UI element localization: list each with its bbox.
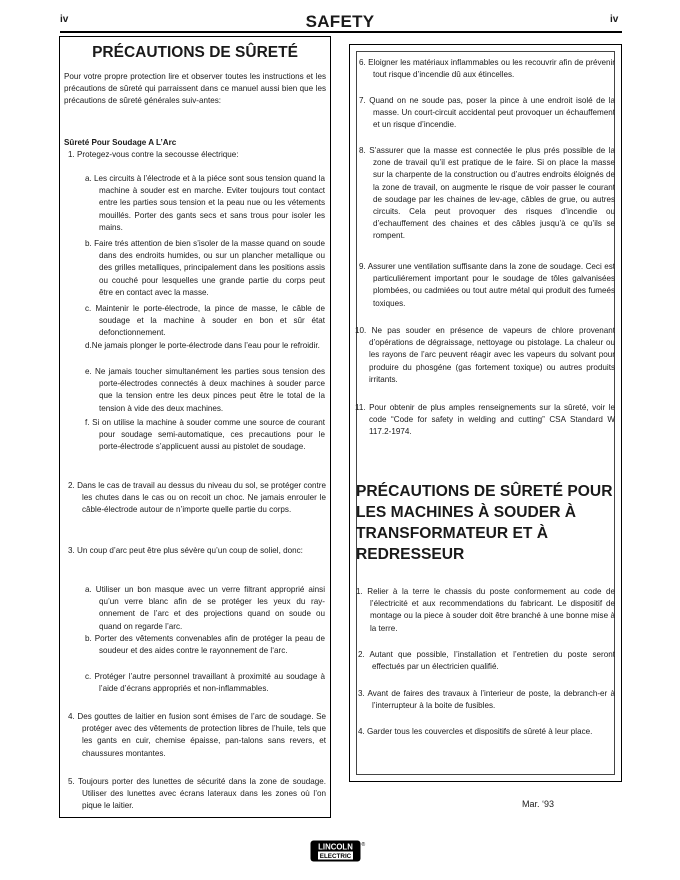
right-item-9 xyxy=(359,261,615,310)
right-item-11 xyxy=(355,402,615,439)
left-item-1: 1. Protegez-vous contre la secousse électrique: xyxy=(68,150,239,159)
right-item-9-text: 9. Assurer une ventilation suffisante dans la zone de soudage. Ceci est particuliérement important pour le soudage de tôles galvanisées plombées, ou cadmiées ou tout autre métal qui produit des fumeés toxiques. xyxy=(359,262,615,308)
page-header-title: SAFETY xyxy=(305,12,375,31)
left-item-1e-text: e. Ne jamais toucher simultanément les parties sous tension des porte-électrodes connectés à deux machines à souder parce que la tension entre les deux pinces peut être le total de la tension à vide des deux machines. xyxy=(85,367,325,413)
right-item-6-text: 6. Eloigner les matériaux inflammables ou les recouvrir afin de prévenir tout risque d’incendie dû aux étincelles. xyxy=(359,58,615,80)
left-item-1a xyxy=(85,173,325,234)
left-item-3b-text: b. Porter des vêtements convenables afin de protéger la peau de soudeur et des aides contre le rayonnement de l‘arc. xyxy=(85,634,325,656)
left-item-3-text: 3. Un coup d’arc peut être plus sévère qu’un coup de soliel, donc: xyxy=(68,546,303,555)
page-number-right: iv xyxy=(610,14,619,25)
right-item-6 xyxy=(359,57,615,81)
right-transformer-item-1-text: 1. Relier à la terre le chassis du poste conformement au code de l’électricité et aux recommendations du fabricant. Le dispositif de montage ou la piece à souder doit être branché à une bonne mise à la terre. xyxy=(356,587,615,633)
left-item-1d-text: d.Ne jamais plonger le porte-électrode dans l’eau pour le refroidir. xyxy=(85,341,320,350)
left-item-1a-text: a. Les circuits à l’électrode et à la piéce sont sous tension quand la machine à souder est en marche. Eviter toujours tout contact entre les parties sous tension et la peau nue ou les vétements mouillés. Porter des gants secs et sans trous pour isoler les mains. xyxy=(85,174,325,232)
right-item-8 xyxy=(359,145,615,243)
left-item-5 xyxy=(68,776,326,813)
logo-text-bottom: ELECTRIC xyxy=(319,853,352,860)
right-item-10-text: 10. Ne pas souder en présence de vapeurs de chlore provenant d’opérations de dégraissage, nettoyage ou pistolage. La chaleur ou les rayons de l’arc peuvent réagir avec les vapeurs du solvant pour produire du phosgéne (gas fortement toxique) ou autres produits irritants. xyxy=(355,326,615,384)
left-item-2-text: 2. Dans le cas de travail au dessus du niveau du sol, se protéger contre les chutes dans le cas ou on recoit un choc. Ne jamais enrouler le câble-électrode autour de n’importe quelle partie du corps. xyxy=(68,481,326,515)
left-item-1b xyxy=(85,238,325,299)
right-item-11-text: 11. Pour obtenir de plus amples renseignements sur la sûreté, voir le code “Code for safety in welding and cutting” CSA Standard W 117.2-1974. xyxy=(355,403,615,437)
right-transformer-item-4-text: 4. Garder tous les couvercles et dispositifs de sûreté à leur place. xyxy=(358,727,593,736)
logo-text-top: LINCOLN xyxy=(318,842,353,852)
right-transformer-item-3 xyxy=(358,688,615,712)
left-section-title: PRÉCAUTIONS DE SÛRETÉ xyxy=(92,44,298,61)
left-item-1e xyxy=(85,366,325,415)
right-transformer-item-1 xyxy=(356,586,615,635)
left-item-1b-text: b. Faire trés attention de bien s’isoler de la masse quand on soude dans des endroits humides, ou sur un plancher metallique ou des grilles metalliques, principalement dans les positions assis ou couché pour lesquelles une grande partie du corps peut être en contact avec la masse. xyxy=(85,239,325,297)
left-item-3c xyxy=(85,671,325,695)
right-transformer-item-3-text: 3. Avant de faires des travaux à l’interieur de poste, la debranch-er à l’interrupteur à la boite de fusibles. xyxy=(358,689,615,711)
left-item-3b xyxy=(85,633,325,657)
right-item-7 xyxy=(359,95,615,132)
right-transformer-item-4 xyxy=(358,726,615,738)
left-intro-paragraph: Pour votre propre protection lire et observer toutes les instructions et les précautions de sûreté qui parraissent dans ce manuel aussi bien que les précautions de sûreté générales suiv-antes: xyxy=(64,72,326,106)
right-item-10 xyxy=(355,325,615,386)
left-item-3a-text: a. Utiliser un bon masque avec un verre filtrant approprié ainsi qu’un verre blanc afin de se protéger les yeux du ray-onnement de l’arc et des projections quand on soude ou quand on regarde l’arc. xyxy=(85,585,325,631)
left-item-3c-text: c. Protéger l’autre personnel travaillant à proximité au soudage à l’aide d’écrans appropriés et non-inflammables. xyxy=(85,672,325,694)
left-item-1c xyxy=(85,303,325,340)
right-transformer-item-2-text: 2. Autant que possible, I’installation et l’entretien du poste seront effectués par un électricien qualifié. xyxy=(358,650,615,672)
left-item-2 xyxy=(68,480,326,517)
right-section-title: PRÉCAUTIONS DE SÛRETÉ POUR LES MACHINES À SOUDER À TRANSFORMATEUR ET À REDRESSEUR xyxy=(356,483,613,563)
page-number-left: iv xyxy=(60,14,69,25)
left-item-5-text: 5. Toujours porter des lunettes de sécurité dans la zone de soudage. Utiliser des lunettes avec écrans lateraux dans les zones où l’on pique le laitier. xyxy=(68,777,326,811)
left-item-1f xyxy=(85,417,325,454)
right-item-8-text: 8. S’assurer que la masse est connectée le plus prés possible de la zone de travail qu’il est pratique de le faire. Si on place la masse sur la charpente de la construction ou d’autres endroits éloignés de la zone de travail, on augmente le risque de voir passer le courant de soudage par les chaines de lev-age, câbles de grue, ou autres circuits. Cela peut provoquer des risques d’incendie ou d’echauffement des chaines et des câbles jusqu’à ce qu’ils se rompent. xyxy=(359,146,615,241)
revision-date: Mar. ‘93 xyxy=(522,799,555,809)
left-item-4-text: 4. Des gouttes de laitier en fusion sont émises de l’arc de soudage. Se protéger avec des vêtements de protection libres de l’huile, tels que les gants en cuir, chemise épaisse, pan-talons sans revers, et chaussures montantes. xyxy=(68,712,326,758)
left-item-3a xyxy=(85,584,325,633)
left-subheading: Sûreté Pour Soudage A L’Arc xyxy=(64,138,177,147)
left-item-1d xyxy=(85,340,325,352)
left-item-3 xyxy=(68,545,326,557)
logo-registered-mark: ® xyxy=(361,842,366,848)
right-item-7-text: 7. Quand on ne soude pas, poser la pince à une endroit isolé de la masse. Un court-circuit accidental peut provoquer un échauffement et un risque d’incendie. xyxy=(359,96,615,130)
right-transformer-item-2 xyxy=(358,649,615,673)
lincoln-electric-logo xyxy=(310,840,366,862)
left-item-1c-text: c. Maintenir le porte-électrode, la pince de masse, le câble de soudage et la machine à souder en bon et sûr état defonctionnement. xyxy=(85,304,325,338)
left-item-4 xyxy=(68,711,326,760)
header-rule xyxy=(60,31,622,33)
left-item-1f-text: f. Si on utilise la machine à souder comme une source de courant pour soudage semi-automatique, ces precautions pour le porte-électrode s’applicuent aussi au pistolet de soudage. xyxy=(85,418,325,452)
